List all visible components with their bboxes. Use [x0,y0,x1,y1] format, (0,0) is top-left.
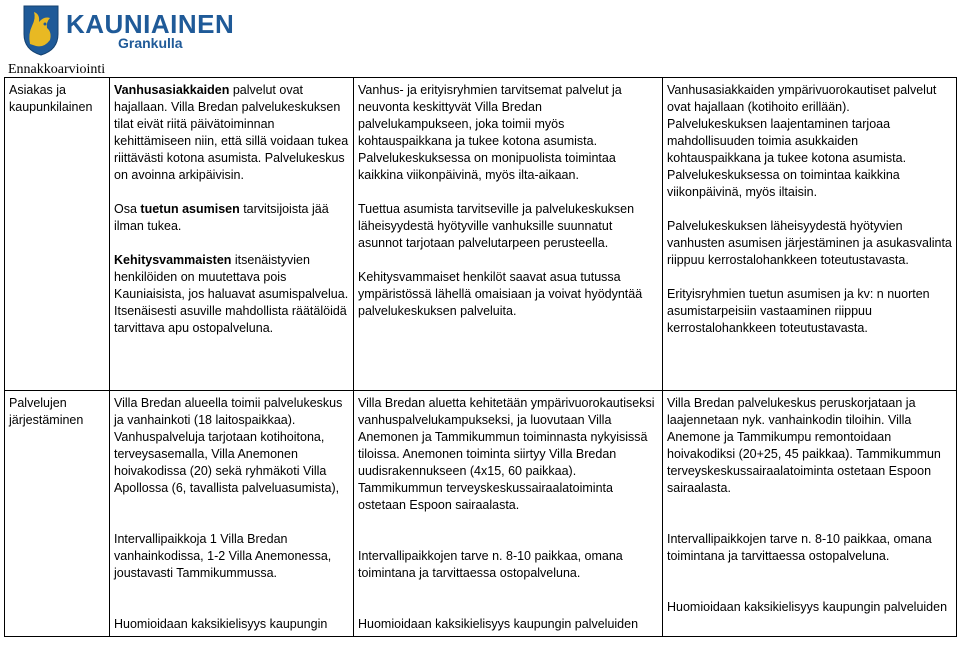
cell-paragraph [358,82,658,184]
text: Vanhusasiakkaiden ympärivuorokautiset palvelut ovat hajallaan (kotihoito erillään). Palvelukeskuksen laajentaminen tarjoaa mahdollisuuden toimia asukkaiden kohtauspaikkana ja tukee kotona asumista. Palvelukeskuksessa on toimintaa kaikkina viikonpäivinä, myös iltaisin. [667,83,937,199]
table-row [5,391,957,637]
text: itsenäistyvien henkilöiden on muutettava pois Kauniaisista, jos haluavat asumispalvelua. Itsenäisesti asuville mahdollista räätälöidä tarvittava apu ostopalveluna. [114,253,349,335]
text: Villa Bredan palvelukeskus peruskorjataan ja laajennetaan nyk. vanhainkodin tiloihin. Villa Anemone ja Tammikumpu remontoidaan hoivakodiksi (20+25, 45 paikkaa). Tammikummun terveyskeskussairaalatoiminta ostetaan Espoon sairaalasta. [667,396,941,495]
cell-paragraph [114,395,349,497]
cell-paragraph [358,548,658,582]
table-cell-col2 [354,78,663,391]
table-cell-col1 [110,391,354,637]
brand-subtitle: Grankulla [118,35,183,51]
cell-paragraph [114,82,349,184]
text: Erityisryhmien tuetun asumisen ja kv: n nuorten asumistarpeisiin vastaaminen riippuu kerrostalohankkeen toteutustavasta. [667,287,930,335]
text: Huomioidaan kaksikielisyys kaupungin [114,617,328,631]
document-title: Ennakkoarviointi [8,62,106,77]
text: Villa Bredan alueella toimii palvelukeskus ja vanhainkoti (18 laitospaikkaa). Vanhuspalveluja tarjotaan kotihoitona, terveysasemalla, Villa Anemonen hoivakodissa (20) sekä ryhmäkoti Villa Apollossa (6, tavallista palveluasumista), [114,396,343,495]
text: tarvitsijoista jää ilman tukea. [114,202,329,233]
table-row [5,78,957,391]
cell-paragraph [667,286,952,337]
cell-paragraph [667,599,952,616]
bold-text: Kehitysvammaisten [114,253,232,267]
cell-paragraph [358,616,658,633]
text: Intervallipaikkojen tarve n. 8-10 paikkaa, omana toimintana ja tarvittaessa ostopalveluna. [667,532,932,563]
bold-text: Vanhusasiakkaiden [114,83,230,97]
cell-paragraph [667,531,952,565]
text: Intervallipaikkoja 1 Villa Bredan vanhainkodissa, 1-2 Villa Anemonessa, joustavasti Tammikummussa. [114,532,332,580]
cell-paragraph [667,395,952,497]
page-header [0,0,960,77]
text: Vanhus- ja erityisryhmien tarvitsemat palvelut ja neuvonta keskittyvät Villa Bredan palvelukampukseen, joka toimii myös kohtauspaikkana ja tukee kotona asumista. Palvelukeskuksessa on monipuolista toimintaa kaikkina viikonpäivinä, myös ilta-aikaan. [358,83,622,182]
bold-text: tuetun asumisen [140,202,240,216]
cell-paragraph [667,82,952,201]
brand-name: KAUNIAINEN [66,9,235,39]
text: Huomioidaan kaksikielisyys kaupungin palveluiden [667,600,948,614]
text: palvelut ovat hajallaan. Villa Bredan palvelukeskuksen tilat eivät riitä päivätoiminnan kehittämiseen niin, että sillä voidaan tukea riittävästi kotona asumista. Palvelukeskus on avoinna arkipäivisin. [114,83,349,182]
table-cell-col1 [110,78,354,391]
cell-paragraph [667,218,952,269]
table-cell-col2 [354,391,663,637]
table-cell-col3 [663,78,957,391]
text: Villa Bredan aluetta kehitetään ympärivuorokautiseksi vanhuspalvelukampukseksi, ja luovutaan Villa Anemonen ja Tammikummun toiminnasta nykyisissä tiloissa. Anemonen toiminta siirtyy Villa Bredan uudisrakennukseen (4x15, 60 paikkaa). Tammikummun terveyskeskussairaalatoiminta ostetaan Espoon sairaalasta. [358,396,655,512]
text: Intervallipaikkojen tarve n. 8-10 paikkaa, omana toimintana ja tarvittaessa ostopalveluna. [358,549,623,580]
row-label: Asiakas ja kaupunkilainen [5,78,110,391]
cell-paragraph [358,201,658,252]
text: Palvelukeskuksen läheisyydestä hyötyvien vanhusten asumisen järjestäminen ja asukasvalinta riippuu kerrostalohankkeen toteutustavasta. [667,219,952,267]
row-label: Palvelujen järjestäminen [5,391,110,637]
cell-paragraph [114,616,349,633]
cell-paragraph [358,269,658,320]
table-cell-col3 [663,391,957,637]
cell-paragraph [114,531,349,582]
cell-paragraph [114,201,349,235]
text: Tuettua asumista tarvitseville ja palvelukeskuksen läheisyydestä hyötyville vanhuksille suunnatut asunnot tarjotaan palvelutarpeen perusteella. [358,202,635,250]
cell-paragraph [358,395,658,514]
assessment-table [4,77,957,637]
text: Kehitysvammaiset henkilöt saavat asua tutussa ympäristössä lähellä omaisiaan ja voivat hyödyntää palvelukeskuksen palveluita. [358,270,643,318]
cell-paragraph [114,252,349,337]
text: Huomioidaan kaksikielisyys kaupungin palveluiden [358,617,639,631]
coat-of-arms-logo [22,4,60,61]
text: Osa [114,202,141,216]
